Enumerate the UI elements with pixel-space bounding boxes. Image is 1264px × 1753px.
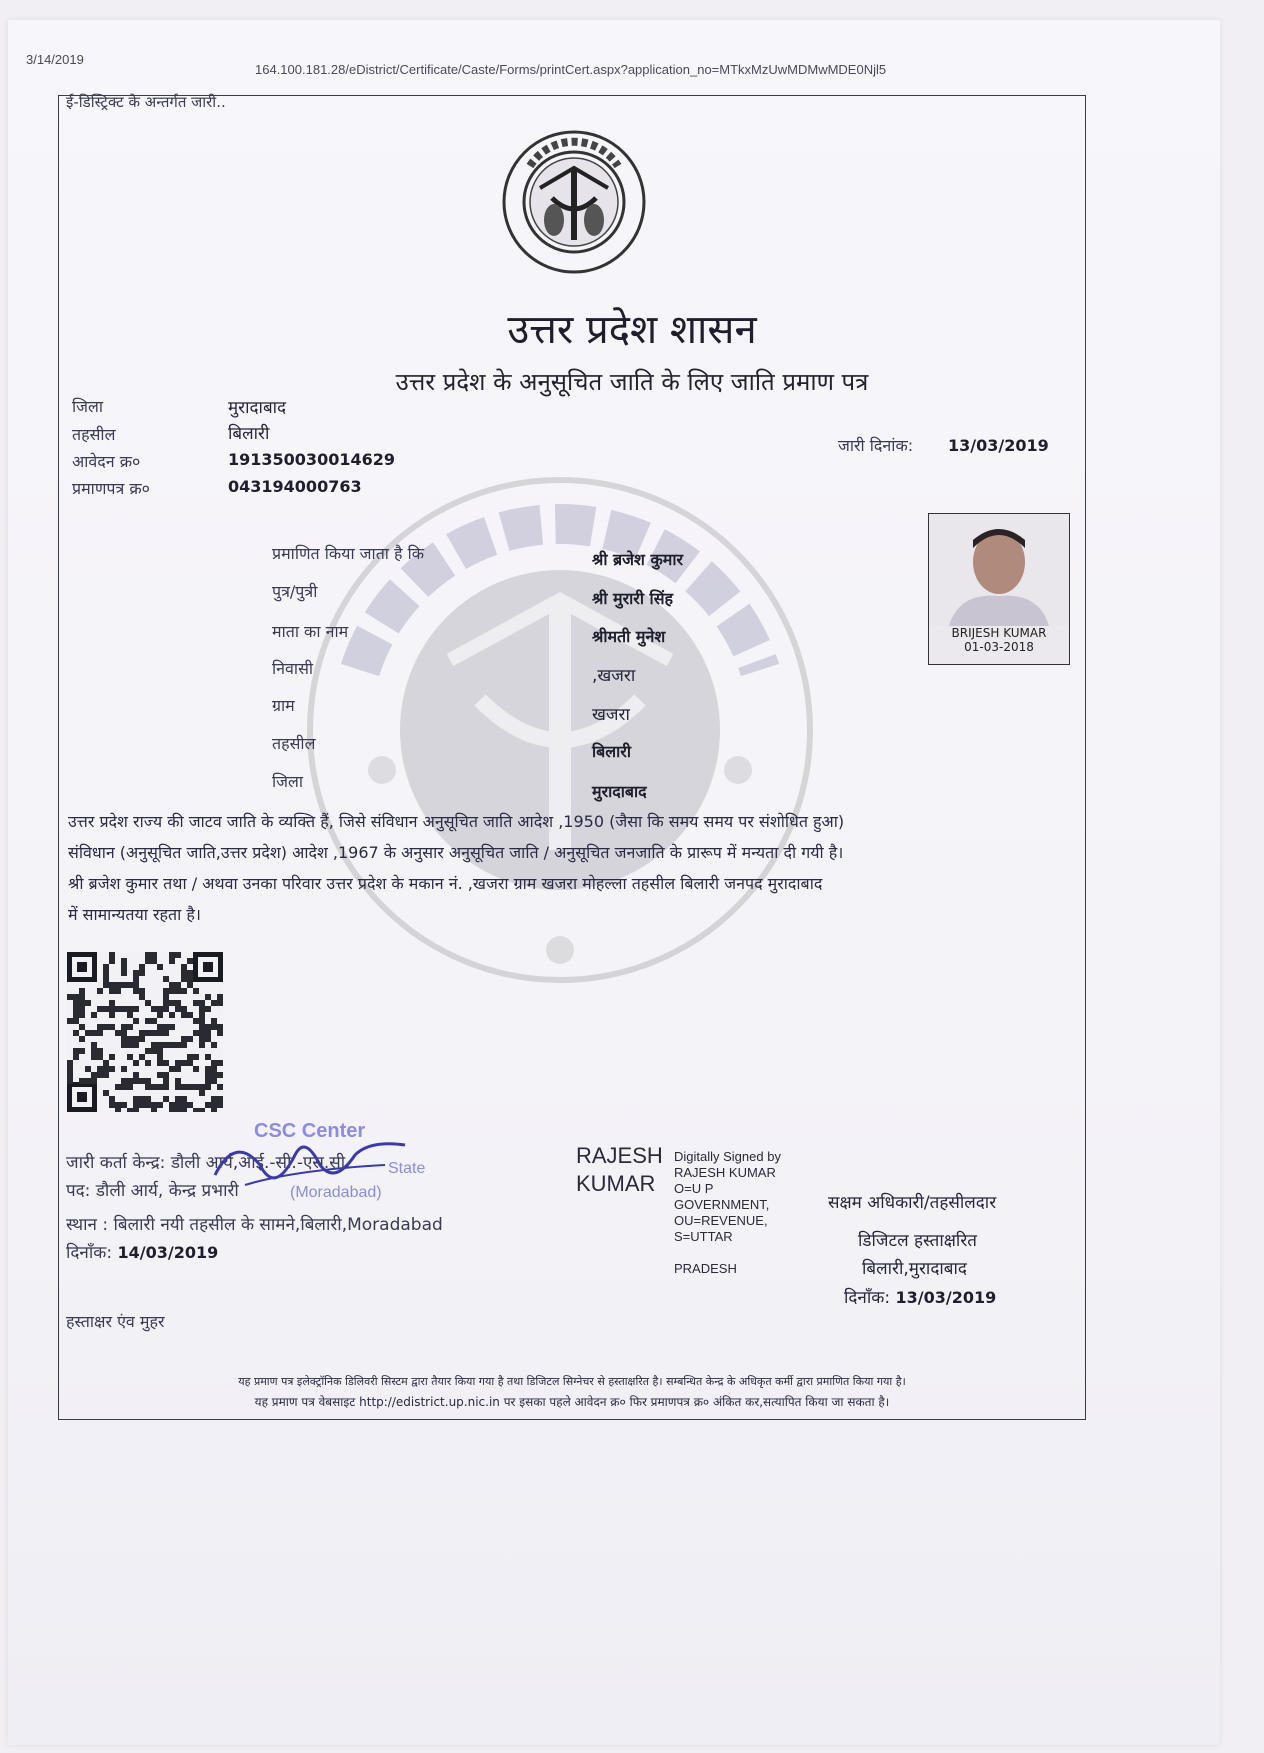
footer-note bbox=[62, 1374, 1082, 1410]
body-line: उत्तर प्रदेश राज्य की जाटव जाति के व्यक्ति हैं, जिसे संविधान अनुसूचित जाति आदेश ,1950 (जैसा कि समय समय पर संशोधित हुआ) bbox=[68, 812, 845, 831]
signature-detail-line: OU=REVENUE, bbox=[674, 1213, 768, 1228]
state-emblem-icon bbox=[500, 128, 648, 276]
signature-detail-line: O=U P bbox=[674, 1181, 714, 1196]
issuer-place-label: स्थान : bbox=[66, 1215, 109, 1235]
qr-code-icon bbox=[67, 952, 223, 1112]
authority-place: बिलारी,मुरादाबाद bbox=[862, 1259, 967, 1279]
detail-label: माता का नाम bbox=[272, 622, 349, 641]
certificate-label: प्रमाणपत्र क्र० bbox=[72, 479, 150, 498]
authority-date-value: 13/03/2019 bbox=[895, 1288, 997, 1307]
authority-date bbox=[844, 1285, 996, 1308]
issuer-center-value: डौली आर्य,आई.-सी.-एस.सी. bbox=[170, 1153, 351, 1173]
issue-date-value: 13/03/2019 bbox=[948, 436, 1049, 455]
digital-signer-name bbox=[576, 1142, 663, 1198]
district-label: जिला bbox=[72, 397, 104, 416]
print-date: 3/14/2019 bbox=[26, 52, 84, 67]
detail-label: तहसील bbox=[272, 734, 316, 753]
stamp-line: State bbox=[388, 1160, 426, 1177]
detail-label: प्रमाणित किया जाता है कि bbox=[272, 544, 425, 563]
authority-signed: डिजिटल हस्ताक्षरित bbox=[858, 1231, 977, 1251]
stamp-line: CSC Center bbox=[254, 1120, 366, 1142]
detail-value: श्रीमती मुनेश bbox=[592, 627, 666, 646]
digital-signature-details bbox=[674, 1149, 781, 1277]
page-title: उत्तर प्रदेश शासन bbox=[507, 307, 757, 353]
detail-value: श्री मुरारी सिंह bbox=[592, 589, 674, 608]
issue-date-label: जारी दिनांक: bbox=[838, 436, 914, 455]
signature-detail-line: Digitally Signed by bbox=[674, 1149, 781, 1164]
detail-value: खजरा bbox=[592, 705, 630, 725]
issuer-place bbox=[66, 1212, 443, 1235]
issuer-place-value: बिलारी नयी तहसील के सामने,बिलारी,Moradabad bbox=[113, 1215, 443, 1235]
detail-label: निवासी bbox=[272, 659, 314, 678]
signer-name-line: KUMAR bbox=[576, 1171, 656, 1196]
detail-value: मुरादाबाद bbox=[592, 782, 647, 801]
tehsil-label: तहसील bbox=[72, 425, 116, 444]
issuer-post-value: डौली आर्य, केन्द्र प्रभारी bbox=[95, 1181, 239, 1201]
issued-under-note: ई-डिस्ट्रिक्ट के अन्तर्गत जारी.. bbox=[66, 93, 226, 111]
signature-detail-line: PRADESH bbox=[674, 1261, 737, 1276]
signature-detail-line: RAJESH KUMAR bbox=[674, 1165, 776, 1180]
sign-seal-label: हस्ताक्षर एंव मुहर bbox=[66, 1312, 165, 1331]
detail-label: ग्राम bbox=[272, 696, 295, 715]
photo-name: BRIJESH KUMAR bbox=[951, 626, 1047, 640]
body-line: में सामान्यतया रहता है। bbox=[68, 905, 201, 924]
detail-value: श्री ब्रजेश कुमार bbox=[592, 550, 684, 569]
issuer-date-value: 14/03/2019 bbox=[117, 1243, 219, 1262]
person-icon bbox=[929, 514, 1069, 626]
detail-value: ,खजरा bbox=[592, 666, 636, 686]
district-value: मुरादाबाद bbox=[228, 398, 287, 418]
photo-date: 01-03-2018 bbox=[964, 640, 1034, 654]
issuer-post-label: पद: bbox=[66, 1181, 91, 1201]
detail-label: पुत्र/पुत्री bbox=[272, 582, 318, 601]
stamp-line: (Moradabad) bbox=[290, 1184, 382, 1201]
issuer-date bbox=[66, 1240, 218, 1263]
authority-date-label: दिनाँक: bbox=[844, 1288, 891, 1308]
issuer-date-label: दिनाँक: bbox=[66, 1243, 113, 1263]
handwritten-signature-icon bbox=[205, 1125, 415, 1205]
body-line: संविधान (अनुसूचित जाति,उत्तर प्रदेश) आदेश ,1967 के अनुसार अनुसूचित जाति / अनुसूचित जनजाति के प्रारूप में मन्यता दी गयी है। bbox=[68, 843, 844, 862]
signature-detail-line bbox=[674, 1245, 781, 1261]
signature-detail-line: GOVERNMENT, bbox=[674, 1197, 770, 1212]
application-value: 191350030014629 bbox=[228, 450, 395, 469]
detail-label: जिला bbox=[272, 772, 304, 791]
detail-value: बिलारी bbox=[592, 742, 631, 761]
issuer-center-label: जारी कर्ता केन्द्र: bbox=[66, 1153, 166, 1173]
body-line: श्री ब्रजेश कुमार तथा / अथवा उनका परिवार उत्तर प्रदेश के मकान नं. ,खजरा ग्राम खजरा मोहल्ला तहसील बिलारी जनपद मुरादाबाद bbox=[68, 874, 823, 893]
footer-line: यह प्रमाण पत्र वेबसाइट http://edistrict.up.nic.in पर इसका पहले आवेदन क्र० फिर प्रमाणपत्र क्र० अंकित कर,सत्यापित किया जा सकता है। bbox=[254, 1395, 890, 1409]
certificate-body bbox=[68, 806, 1078, 930]
footer-line: यह प्रमाण पत्र इलेक्ट्रॉनिक डिलिवरी सिस्टम द्वारा तैयार किया गया है तथा डिजिटल सिग्नेचर से हस्ताक्षरित है। सम्बन्धित केन्द्र के अधिकृत कर्मी द्वारा प्रमाणित किया गया है। bbox=[238, 1375, 906, 1388]
applicant-photo bbox=[928, 513, 1070, 665]
certificate-value: 043194000763 bbox=[228, 477, 362, 496]
page-subtitle: उत्तर प्रदेश के अनुसूचित जाति के लिए जाति प्रमाण पत्र bbox=[395, 368, 869, 396]
tehsil-value: बिलारी bbox=[228, 424, 270, 444]
signature-detail-line: S=UTTAR bbox=[674, 1229, 733, 1244]
print-url: 164.100.181.28/eDistrict/Certificate/Caste/Forms/printCert.aspx?application_no=MTkxMzUwMDMwMDE0Njl5 bbox=[255, 62, 887, 77]
authority-title: सक्षम अधिकारी/तहसीलदार bbox=[828, 1193, 997, 1213]
signer-name-line: RAJESH bbox=[576, 1143, 663, 1168]
application-label: आवेदन क्र० bbox=[72, 452, 141, 471]
